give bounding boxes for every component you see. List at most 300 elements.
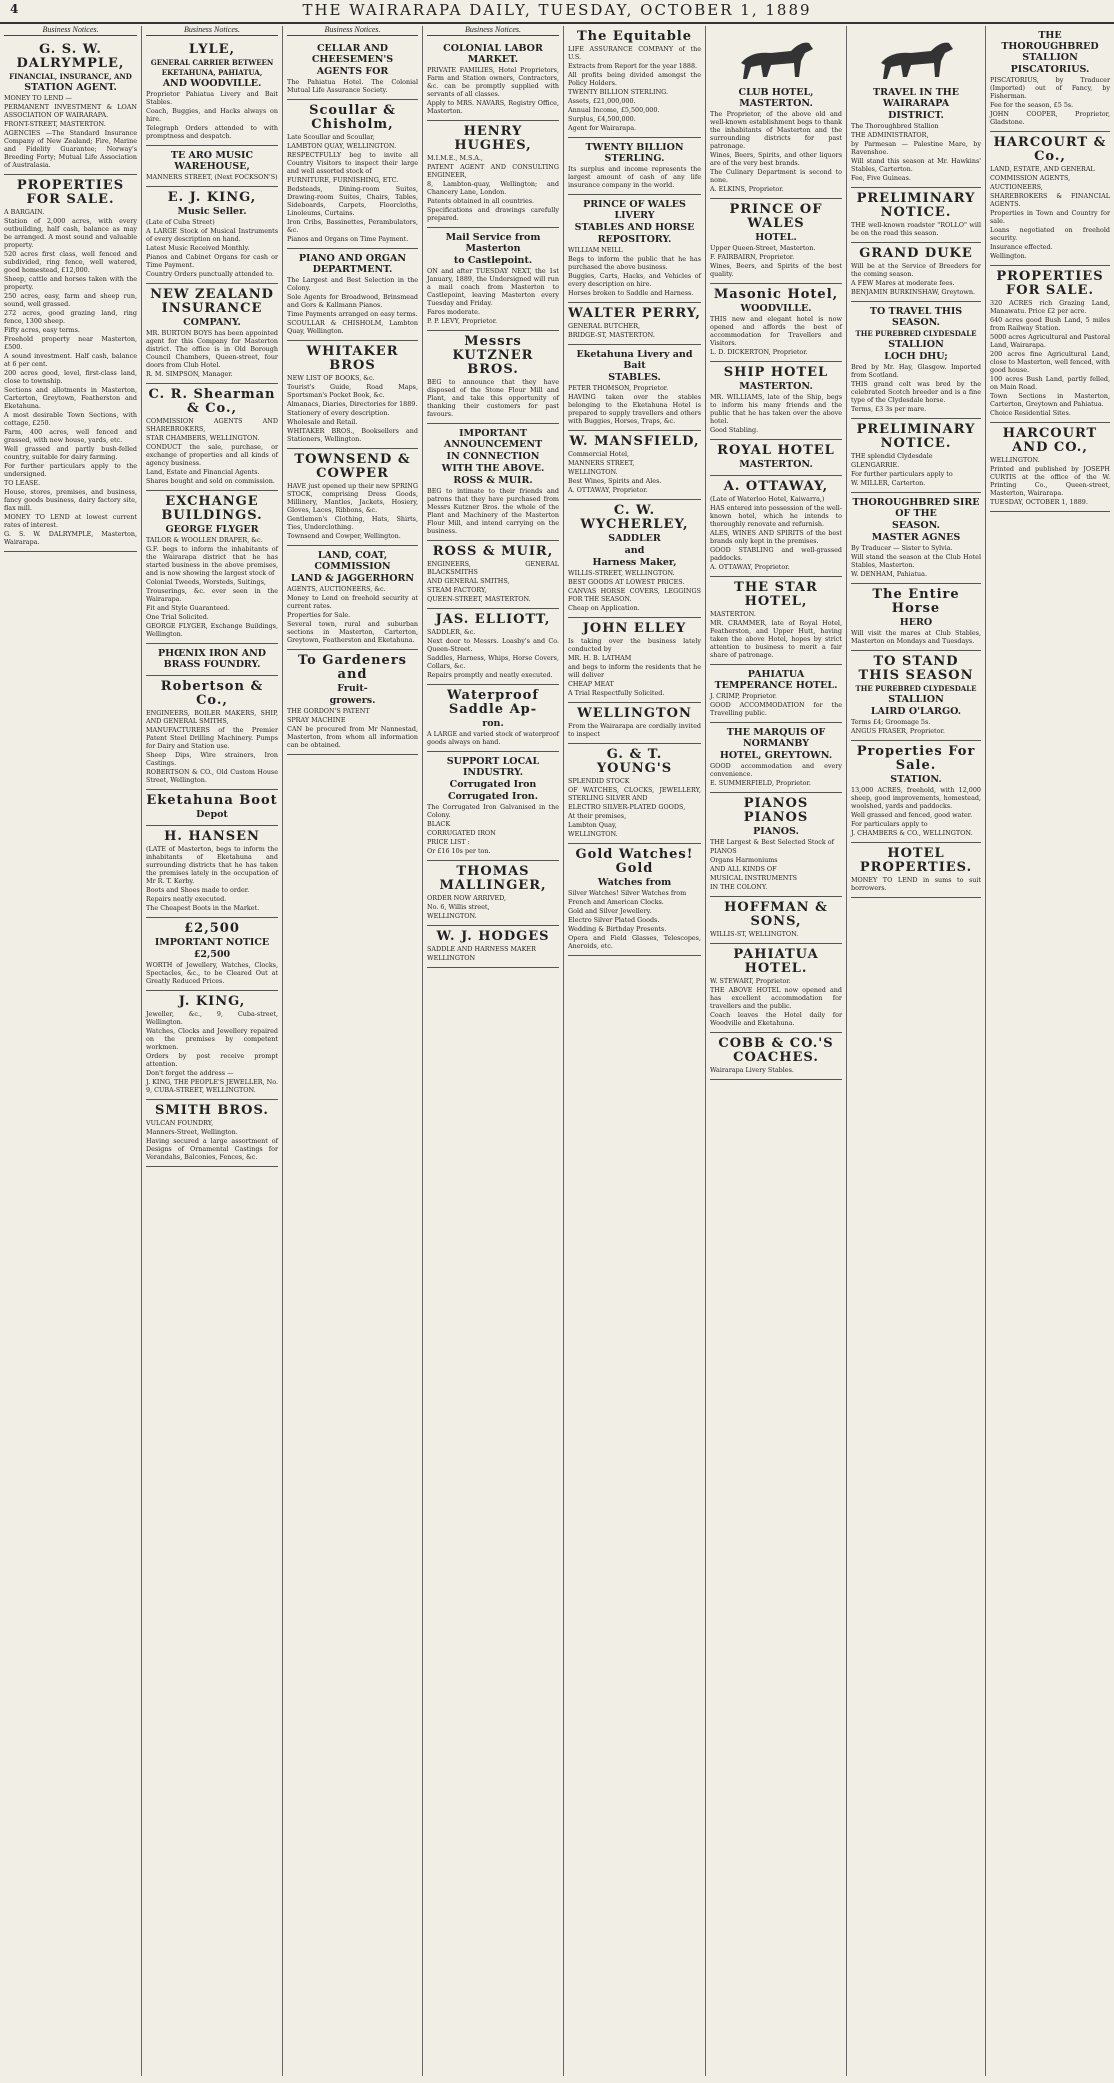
ad-headline: LAND, COAT, COMMISSION xyxy=(314,550,391,572)
ad-headline: J. KING, xyxy=(178,994,246,1009)
advertisement xyxy=(427,685,559,752)
ad-text: FURNITURE, FURNISHING, ETC. xyxy=(287,176,399,184)
ad-headline: JOHN ELLEY xyxy=(582,621,687,636)
ad-text: Bedsteads, Dining-room Suites, Drawing-room Suites, Chairs, Tables, Sideboards, Carpets, Floorcloths, Linoleums, Curtains. xyxy=(287,185,418,217)
ad-text: For further particulars apply to the undersigned. xyxy=(4,462,137,478)
ad-text: Money to Lend on freehold security at current rates. xyxy=(287,594,418,610)
ad-text: (LATE of Masterton, begs to inform the inhabitants of Eketahuna and surrounding districts that he has taken the premises lately in the occupation of Mr R. T. Kerby. xyxy=(146,845,278,885)
ad-headline: THE PUREBRED CLYDESDALE xyxy=(855,684,977,693)
ad-headline: PROPERTIES FOR SALE. xyxy=(16,178,125,207)
ad-headline: COLONIAL LABOR MARKET. xyxy=(443,43,543,65)
ad-headline: TRAVEL IN THE WAIRARAPA xyxy=(873,87,959,109)
ad-headline: THE PUREBRED CLYDESDALE xyxy=(855,329,977,338)
ad-text: Farm, 400 acres, well fenced and grassed, with new house, yards, etc. xyxy=(4,428,137,444)
ad-headline: PAHIATUA HOTEL. xyxy=(733,947,819,976)
ad-text: CANVAS HORSE COVERS, LEGGINGS FOR THE SEASON. xyxy=(568,587,701,603)
ad-text: The Largest and Best Selection in the Colony. xyxy=(287,276,418,292)
advertisement xyxy=(710,476,842,577)
ad-text: Fifty acres, easy terms. xyxy=(4,326,80,334)
ad-headline: IMPORTANT NOTICE xyxy=(154,937,270,948)
advertisement xyxy=(287,249,418,341)
ad-text: Terms £4; Groomage 5s. xyxy=(851,718,931,726)
ad-text: BEST GOODS AT LOWEST PRICES. xyxy=(568,578,685,586)
ad-text: NEW LIST OF BOOKS, &c. xyxy=(287,374,375,382)
ad-headline: Gold Watches! Gold xyxy=(575,847,694,876)
ad-headline: HOTEL. xyxy=(755,232,797,243)
ad-text: Good Stabling. xyxy=(710,426,759,434)
ad-text: A LARGE and varied stock of waterproof goods always on hand. xyxy=(427,730,559,746)
ad-text: A LARGE Stock of Musical Instruments of every description on hand. xyxy=(146,227,278,243)
advertisement xyxy=(851,584,981,651)
ad-text: Telegraph Orders attended to with promptness and despatch. xyxy=(146,124,278,140)
ad-headline: HARCOURT AND CO., xyxy=(1002,426,1098,455)
ad-text: The Pahiatua Hotel. The Colonial Mutual Life Assurance Society. xyxy=(287,78,418,94)
ad-headline: JAS. ELLIOTT, xyxy=(435,612,551,627)
ad-text: HAVE just opened up their new SPRING STOCK, comprising Dress Goods, Millinery, Mantles, Jackets, Hosiery, Gloves, Laces, Ribbons, &c. xyxy=(287,482,418,514)
advertisement xyxy=(427,926,559,968)
column-5 xyxy=(564,26,706,2076)
ad-text: Pianos and Organs on Time Payment. xyxy=(287,235,409,243)
ad-text: RESPECTFULLY beg to invite all Country Visitors to inspect their large and well assorted stock of xyxy=(287,151,418,175)
advertisement xyxy=(568,431,701,500)
ad-text: Fares moderate. xyxy=(427,308,480,316)
ad-text: Fee, Five Guineas. xyxy=(851,174,911,182)
advertisement xyxy=(568,744,701,844)
ad-headline: WALTER PERRY, xyxy=(568,306,701,321)
ad-headline: FINANCIAL, INSURANCE, AND xyxy=(9,72,132,81)
ad-text: Commercial Hotel, xyxy=(568,450,630,458)
ad-text: VULCAN FOUNDRY, xyxy=(146,1119,214,1127)
ad-text: A FEW Mares at moderate fees. xyxy=(851,279,955,287)
ad-headline: SMITH BROS. xyxy=(155,1103,269,1118)
ad-text: MONEY TO LEND at lowest current rates of interest. xyxy=(4,513,137,529)
ad-headline: COMPANY. xyxy=(183,317,241,328)
ad-headline: The Equitable xyxy=(576,29,693,44)
ad-text: 13,000 ACRES, freehold, with 12,000 sheep, good improvements, homestead, woolshed, yards and paddocks. xyxy=(851,786,981,810)
ad-text: THIS grand colt was bred by the celebrated Scotch breeder and is a fine type of the Clydesdale horse. xyxy=(851,380,981,404)
column-8 xyxy=(986,26,1114,2076)
advertisement xyxy=(146,826,278,918)
ad-text: Upper Queen-Street, Masterton. xyxy=(710,244,816,252)
ad-headline: COBB & CO.'S COACHES. xyxy=(718,1036,834,1065)
ad-text: Terms, £3 3s per mare. xyxy=(851,405,927,413)
ad-text: Time Payments arranged on easy terms. xyxy=(287,310,418,318)
ad-text: Its surplus and income represents the largest amount of cash of any life insurance company in the world. xyxy=(568,165,701,189)
ad-text: L. D. DICKERTON, Proprietor. xyxy=(710,348,808,356)
ad-text: CAN be procured from Mr Nannestad, Masterton, from whom all information can be obtained. xyxy=(287,725,418,749)
advertisement xyxy=(710,440,842,476)
ad-text: Shares bought and sold on commission. xyxy=(146,477,275,485)
ad-text: Land, Estate and Financial Agents. xyxy=(146,468,260,476)
ad-text: Repairs promptly and neatly executed. xyxy=(427,671,553,679)
ad-headline: LAND & JAGGERHORN xyxy=(290,573,415,584)
ad-text: BEG to intimate to their friends and patrons that they have purchased from Messrs Kutzner Bros. the whole of the Plant and Machinery of the Masterton Flour Mill, and intend carrying on the business. xyxy=(427,487,559,535)
ad-text: COMMISSION AGENTS, xyxy=(990,174,1071,182)
ad-headline: IN CONNECTION xyxy=(446,451,540,462)
ad-text: No. 6, Willis street, xyxy=(427,903,490,911)
ad-headline: LOCH DHU; xyxy=(884,351,948,362)
ad-text: HAS entered into possession of the well-known hotel, which he intends to thoroughly renovate and refurnish. xyxy=(710,504,842,528)
ad-headline: SUPPORT LOCAL INDUSTRY. xyxy=(446,756,540,778)
ad-headline: growers. xyxy=(329,695,376,706)
ad-text: THE ADMINISTRATOR, xyxy=(851,131,929,139)
advertisement xyxy=(568,703,701,744)
ad-text: Bred by Mr. Hay, Glasgow. Imported from Scotland. xyxy=(851,363,981,379)
ad-headline: HENRY HUGHES, xyxy=(454,124,532,153)
ad-text: Fee for the season, £5 5s. xyxy=(990,101,1074,109)
ad-text: Manners-Street, Wellington. xyxy=(146,1128,238,1136)
horse-illustration xyxy=(731,33,821,83)
ad-text: 520 acres first class, well fenced and subdivided, ring fence, well watered, good homestead, £12,000. xyxy=(4,250,137,274)
ad-text: AGENCIES —The Standard Insurance Company of New Zealand; Fire, Marine and Fidelity Guarantee; Norway's Breeding Forty; Mutual Life Association of Australasia. xyxy=(4,129,137,169)
ad-headline: Robertson & Co., xyxy=(160,679,264,708)
ad-text: BENJAMIN BURKINSHAW, Greytown. xyxy=(851,288,976,296)
ad-headline: STALLION xyxy=(888,694,944,705)
ad-headline: STATION AGENT. xyxy=(24,82,117,93)
ad-text: 100 acres Bush Land, partly felled, on Main Road. xyxy=(990,375,1110,391)
ad-headline: To Gardeners and xyxy=(297,653,407,682)
ad-text: AND GENERAL SMITHS, xyxy=(427,577,510,585)
ad-text: Repairs neatly executed. xyxy=(146,895,227,903)
ad-headline: Fruit- xyxy=(337,683,368,694)
ad-text: For particulars apply to xyxy=(851,820,928,828)
ad-text: Gold and Silver Jewellery. xyxy=(568,907,652,915)
ad-text: TAILOR & WOOLLEN DRAPER, &c. xyxy=(146,536,263,544)
ad-text: A. ELKINS, Proprietor. xyxy=(710,185,784,193)
ad-text: by Parmesan — Palestine Mare, by Ravenshoe. xyxy=(851,140,981,156)
ad-text: Specifications and drawings carefully prepared. xyxy=(427,206,559,222)
advertisement xyxy=(568,195,701,303)
advertisement xyxy=(710,665,842,723)
ad-text: By Traducer — Sister to Sylvia. xyxy=(851,544,953,552)
advertisement xyxy=(146,790,278,826)
ad-text: Tourist's Guide, Road Maps, Sportsman's Pocket Book, &c. xyxy=(287,383,418,399)
advertisement xyxy=(427,609,559,685)
ad-text: 8, Lambton-quay, Wellington; and Chancery Lane, London. xyxy=(427,180,559,196)
ad-text: WILLIS-STREET, WELLINGTON. xyxy=(568,569,675,577)
ad-text: ROBERTSON & CO., Old Custom House Street, Wellington. xyxy=(146,768,278,784)
ad-text: Late Scoullar and Scoullar, xyxy=(287,133,375,141)
ad-text: G. S. W. DALRYMPLE, Masterton, Wairarapa. xyxy=(4,530,137,546)
ad-text: OF WATCHES, CLOCKS, JEWELLERY, STERLING SILVER AND xyxy=(568,786,701,802)
ad-headline: TWENTY BILLION STERLING. xyxy=(585,142,684,164)
ad-text: ELECTRO SILVER-PLATED GOODS, xyxy=(568,803,686,811)
advertisement xyxy=(287,546,418,650)
advertisement xyxy=(287,100,418,249)
ad-text: LAMBTON QUAY, WELLINGTON. xyxy=(287,142,397,150)
ad-text: (Late of Cuba Street) xyxy=(146,218,215,226)
column-header: Business Notices. xyxy=(146,26,278,36)
advertisement xyxy=(568,844,701,956)
advertisement xyxy=(146,1100,278,1167)
ad-text: Country Orders punctually attended to. xyxy=(146,270,275,278)
ad-headline: PRELIMINARY NOTICE. xyxy=(856,422,976,451)
advertisement xyxy=(146,284,278,384)
ad-headline: CELLAR AND CHEESEMEN'S xyxy=(311,43,394,65)
advertisement xyxy=(710,284,842,362)
horse-illustration xyxy=(871,33,961,83)
ad-text: Next door to Messrs. Loasby's and Co. Queen-Street. xyxy=(427,637,559,653)
ad-headline: SADDLER xyxy=(608,533,661,544)
ad-headline: AND WOODVILLE. xyxy=(162,78,262,89)
ad-text: Trouserings, &c. ever seen in the Wairarapa. xyxy=(146,587,278,603)
ad-text: WELLINGTON. xyxy=(568,468,618,476)
ad-headline: LAIRD O'LARGO. xyxy=(870,706,962,717)
ad-headline: ron. xyxy=(482,718,504,729)
ad-text: MASTERTON. xyxy=(710,610,756,618)
ad-text: Will be at the Service of Breeders for the coming season. xyxy=(851,262,981,278)
ad-headline: AGENTS FOR xyxy=(316,66,389,77)
ad-text: SADDLE AND HARNESS MAKER xyxy=(427,945,536,953)
ad-text: Colonial Tweeds, Worsteds, Suitings, xyxy=(146,578,266,586)
ad-text: and begs to inform the residents that he will deliver xyxy=(568,663,701,679)
ad-headline: E. J. KING, xyxy=(167,190,257,205)
ad-text: Station of 2,000 acres, with every outbuilding, half cash, balance as may be arranged. A most sound and valuable property. xyxy=(4,217,137,249)
ad-text: BRIDGE-ST, MASTERTON. xyxy=(568,331,655,339)
ad-text: WHITAKER BROS., Booksellers and Stationers, Wellington. xyxy=(287,427,418,443)
ad-headline: PIANOS. xyxy=(753,826,799,837)
ad-headline: HOFFMAN & SONS, xyxy=(724,900,828,929)
ad-text: WELLINGTON xyxy=(427,954,476,962)
ad-text: ALES, WINES AND SPIRITS of the best brands only kept in the premises. xyxy=(710,529,842,545)
ad-headline: Masonic Hotel, xyxy=(713,287,839,302)
ad-text: Insurance effected. xyxy=(990,243,1053,251)
column-3 xyxy=(283,26,423,2076)
ad-text: PERMANENT INVESTMENT & LOAN ASSOCIATION OF WAIRARAPA. xyxy=(4,103,137,119)
ad-text: Loans negotiated on freehold security. xyxy=(990,226,1110,242)
ad-text: PATENT AGENT AND CONSULTING ENGINEER, xyxy=(427,163,559,179)
ad-headline: Eketahuna Boot xyxy=(146,793,278,808)
advertisement xyxy=(851,651,981,741)
ad-text: Wairarapa Livery Stables. xyxy=(710,1066,794,1074)
ad-text: CORRUGATED IRON xyxy=(427,829,496,837)
ad-text: Stationery of every description. xyxy=(287,409,390,417)
ad-text: SPRAY MACHINE xyxy=(287,716,346,724)
ad-text: At their premises, xyxy=(568,812,627,820)
advertisement xyxy=(851,843,981,898)
ad-text: Having secured a large assortment of Designs of Ornamental Castings for Verandahs, Balconies, Fences, &c. xyxy=(146,1137,278,1161)
ad-headline: Mail Service from Masterton xyxy=(445,232,541,254)
ad-text: THE well-known roadster "ROLLO" will be on the road this season. xyxy=(851,221,981,237)
ad-text: (Late of Waterloo Hotel, Kaiwarra,) xyxy=(710,495,825,503)
ad-headline: TO STAND THIS SEASON xyxy=(858,654,974,683)
advertisement xyxy=(710,944,842,1033)
advertisement xyxy=(710,723,842,793)
ad-text: MR. BURTON BOYS has been appointed agent for this Company for Masterton district. The office is in Old Borough Council Chambers, Queen-street, four doors from Club Hotel. xyxy=(146,329,278,369)
ad-text: J. KING, THE PEOPLE'S JEWELLER, No. 9, CUBA-STREET, WELLINGTON. xyxy=(146,1078,278,1094)
ad-text: GEORGE FLYGER, Exchange Buildings, Wellington. xyxy=(146,622,278,638)
ad-text: Proprietor Pahiatua Livery and Bait Stables. xyxy=(146,90,278,106)
ad-headline: HOTEL, GREYTOWN. xyxy=(719,750,833,761)
ad-headline: NEW ZEALAND INSURANCE xyxy=(150,287,274,316)
ad-text: WILLIS-ST, WELLINGTON. xyxy=(710,930,799,938)
advertisement xyxy=(568,138,701,195)
column-7 xyxy=(847,26,986,2076)
ad-headline: Scoullar & Chisholm, xyxy=(309,103,396,132)
advertisement xyxy=(710,362,842,440)
column-header: Business Notices. xyxy=(427,26,559,36)
ad-text: 5000 acres Agricultural and Pastoral Land, Wairarapa. xyxy=(990,333,1110,349)
ad-text: W. MILLER, Carterton. xyxy=(851,479,926,487)
advertisement xyxy=(146,146,278,187)
ad-text: 200 acres good, level, first-class land, close to township. xyxy=(4,369,137,385)
advertisement xyxy=(710,199,842,284)
ad-text: J. CRIMP, Proprietor. xyxy=(710,692,777,700)
ad-text: Opera and Field Glasses, Telescopes, Aneroids, etc. xyxy=(568,934,701,950)
ad-text: GOOD accommodation and every convenience. xyxy=(710,762,842,778)
ad-text: Horses broken to Saddle and Harness. xyxy=(568,289,694,297)
advertisement xyxy=(851,26,981,188)
ad-text: PETER THOMSON, Proprietor. xyxy=(568,384,669,392)
ad-text: 272 acres, good grazing land, ring fence, 1300 sheep. xyxy=(4,309,137,325)
ad-text: CONDUCT the sale, purchase, or exchange of properties and all kinds of agency business. xyxy=(146,443,278,467)
ad-headline: £2,500 xyxy=(184,921,240,936)
ad-text: Sole Agents for Broadwood, Brinsmead and Gors & Kallmann Pianos. xyxy=(287,293,418,309)
ad-headline: THE STAR HOTEL, xyxy=(734,580,818,609)
ad-text: MANNERS STREET, xyxy=(568,459,635,467)
advertisement xyxy=(146,39,278,146)
ad-text: A Trial Respectfully Solicited. xyxy=(568,689,665,697)
ad-text: Lambton Quay, xyxy=(568,821,617,829)
ad-text: Coach leaves the Hotel daily for Woodville and Eketahuna. xyxy=(710,1011,842,1027)
ad-text: THE splendid Clydesdale xyxy=(851,452,933,460)
ad-text: Begs to inform the public that he has purchased the above business. xyxy=(568,255,701,271)
ad-headline: Properties For Sale. xyxy=(856,744,976,773)
ad-headline: ROSS & MUIR. xyxy=(453,475,533,486)
ad-text: AND ALL KINDS OF xyxy=(710,865,777,873)
ad-headline: STABLES. xyxy=(608,372,661,383)
ad-headline: DISTRICT. xyxy=(888,110,944,121)
advertisement xyxy=(146,187,278,284)
ad-text: M.I.M.E., M.S.A., xyxy=(427,154,483,162)
ad-text: Properties in Town and Country for sale. xyxy=(990,209,1110,225)
ad-text: Sheep Dips, Wire strainers, Iron Castings. xyxy=(146,751,278,767)
ad-text: E. SUMMERFIELD, Proprietor. xyxy=(710,779,811,787)
column-4 xyxy=(423,26,564,2076)
ad-text: AGENTS, AUCTIONEERS, &c. xyxy=(287,585,386,593)
ad-text: Saddles, Harness, Whips, Horse Covers, Collars, &c. xyxy=(427,654,559,670)
ad-text: LIFE ASSURANCE COMPANY of the U.S. xyxy=(568,45,701,61)
ad-text: MANNERS STREET, (Next FOCKSON'S) xyxy=(146,173,278,181)
ad-headline: PIANO AND ORGAN DEPARTMENT. xyxy=(298,253,407,275)
ad-text: PIANOS xyxy=(710,847,737,855)
ad-text: PRICE LIST : xyxy=(427,838,470,846)
ad-text: The Thoroughbred Stallion xyxy=(851,122,939,130)
ad-headline: STABLES AND HORSE xyxy=(574,222,695,233)
ad-text: Assets, £21,000,000. xyxy=(568,97,636,105)
advertisement xyxy=(427,121,559,228)
ad-text: Well grassed and fenced, good water. xyxy=(851,811,973,819)
column-header: Business Notices. xyxy=(4,26,137,36)
ad-headline: THOMAS MALLINGER, xyxy=(439,864,547,893)
ad-headline: WHITAKER BROS xyxy=(306,344,399,373)
ad-text: TO LEASE. xyxy=(4,479,41,487)
ad-headline: THOROUGHBRED SIRE OF THE xyxy=(852,497,980,519)
ad-text: MR. CRAMMER, late of Royal Hotel, Featherston, and Upper Hutt, having taken the above Hotel, hopes by strict attention to business to merit a fair share of patronage. xyxy=(710,619,842,659)
advertisement xyxy=(427,541,559,609)
advertisement xyxy=(146,918,278,991)
ad-text: G.F. begs to inform the inhabitants of the Wairarapa district that he has started business in the above premises, and is now showing the largest stock of xyxy=(146,545,278,577)
ad-text: All profits being divided amongst the Policy Holders. xyxy=(568,71,701,87)
ad-text: PISCATORIUS, by Traducer (Imported) out of Fancy, by Fisherman. xyxy=(990,76,1110,100)
ad-headline: STATION. xyxy=(890,774,942,785)
ad-text: Almanacs, Diaries, Directories for 1889. xyxy=(287,400,418,408)
ad-text: Townsend and Cowper, Wellington. xyxy=(287,532,401,540)
advertisement xyxy=(287,341,418,449)
ad-text: The Proprietor, of the above old and well-known establishment begs to thank the inhabitants of Masterton and the surrounding districts for past patronage. xyxy=(710,110,842,150)
ad-headline: THE MARQUIS OF NORMANBY xyxy=(726,727,826,749)
ad-text: Town Sections in Masterton, Carterton, Greytown and Pahiatua. xyxy=(990,392,1110,408)
advertisement xyxy=(146,384,278,491)
ad-text: Iron Cribs, Bassinettes, Perambulators, &c. xyxy=(287,218,418,234)
ad-text: STEAM FACTORY, xyxy=(427,586,487,594)
advertisement xyxy=(710,26,842,199)
ad-text: Freehold property near Masterton, £500. xyxy=(4,335,137,351)
ad-text: GOOD ACCOMMODATION for the Travelling public. xyxy=(710,701,842,717)
ad-text: Agent for Wairarapa. xyxy=(568,124,637,132)
ad-text: Fit and Style Guaranteed. xyxy=(146,604,230,612)
ad-text: WORTH of Jewellery, Watches, Clocks, Spectacles, &c., to be Cleared Out at Greatly Reduced Prices. xyxy=(146,961,278,985)
ad-text: Will visit the mares at Club Stables, Masterton on Mondays and Tuesdays. xyxy=(851,629,981,645)
ad-headline: WELLINGTON xyxy=(577,706,692,721)
ad-headline: PROPERTIES FOR SALE. xyxy=(996,269,1104,298)
ad-headline: HARCOURT & Co., xyxy=(993,135,1107,164)
ad-text: A. OTTAWAY, Proprietor. xyxy=(568,486,648,494)
ad-headline: ROSS & MUIR, xyxy=(432,544,554,559)
advertisement xyxy=(568,618,701,703)
ad-text: A most desirable Town Sections, with cottage, £250. xyxy=(4,411,137,427)
advertisement xyxy=(990,26,1110,132)
ad-headline: THE THOROUGHBRED STALLION xyxy=(1001,30,1099,63)
ad-text: BLACK xyxy=(427,820,451,828)
ad-text: J. CHAMBERS & CO., WELLINGTON. xyxy=(851,829,973,837)
ad-text: THE ABOVE HOTEL now opened and has excellent accommodation for travellers and the public. xyxy=(710,986,842,1010)
ad-text: Latest Music Received Monthly. xyxy=(146,244,250,252)
ad-headline: PRELIMINARY NOTICE. xyxy=(856,191,976,220)
ad-text: Extracts from Report for the year 1888. xyxy=(568,62,698,70)
ad-headline: REPOSITORY. xyxy=(597,234,672,245)
ad-text: Printed and published by JOSEPH CURTIS at the office of the W. Printing Co., Queen-street, Masterton, Wairarapa. xyxy=(990,465,1110,497)
ad-headline: TOWNSEND & COWPER xyxy=(294,452,411,481)
masthead-title: THE WAIRARAPA DAILY, TUESDAY, OCTOBER 1, 1889 xyxy=(302,1,812,19)
ad-text: F. FAIRBAIRN, Proprietor. xyxy=(710,253,795,261)
ad-text: ENGINEERS, GENERAL BLACKSMITHS xyxy=(427,560,559,576)
ad-text: Wholesale and Retail. xyxy=(287,418,358,426)
advertisement xyxy=(287,449,418,546)
ad-headline: Corrugated Iron. xyxy=(448,791,538,802)
advertisement xyxy=(990,266,1110,423)
ad-headline: GENERAL CARRIER BETWEEN xyxy=(150,58,274,67)
ad-headline: PAHIATUA TEMPERANCE HOTEL. xyxy=(714,669,838,691)
ad-headline: ROYAL HOTEL xyxy=(717,443,835,458)
ad-text: WELLINGTON. xyxy=(568,830,618,838)
ad-text: Annual Income, £5,500,000. xyxy=(568,106,660,114)
ad-text: CHEAP MEAT xyxy=(568,680,614,688)
ad-headline: C. R. Shearman & Co., xyxy=(148,387,276,416)
ad-text: SHAREBROKERS & FINANCIAL AGENTS. xyxy=(990,192,1110,208)
ad-text: MANUFACTURERS of the Premier Patent Steel Drilling Machinery. Pumps for Dairy and Station use. xyxy=(146,726,278,750)
ad-headline: EXCHANGE BUILDINGS. xyxy=(161,494,263,523)
ad-headline: Depot xyxy=(196,809,228,820)
column-1 xyxy=(0,26,142,2076)
column-6 xyxy=(706,26,847,2076)
ad-text: BEG to announce that they have disposed of the Stone Flour Mill and Plant, and take this opportunity of thanking their customers for past favours. xyxy=(427,378,559,418)
ad-text: PRIVATE FAMILIES, Hotel Proprietors, Farm and Station owners, Contractors, &c. can be promptly supplied with servants of all classes. xyxy=(427,66,559,98)
advertisement xyxy=(427,861,559,926)
ad-text: Apply to MRS. NAVARS, Registry Office, Masterton. xyxy=(427,99,559,115)
ad-text: IN THE COLONY. xyxy=(710,883,768,891)
ad-headline: PIANOS PIANOS xyxy=(743,796,809,825)
